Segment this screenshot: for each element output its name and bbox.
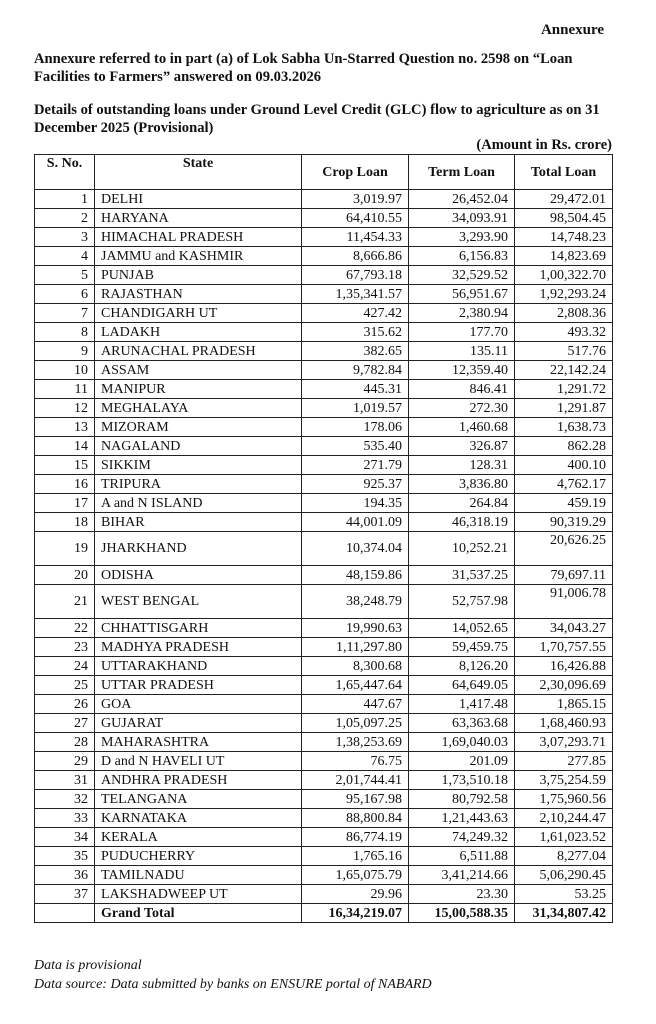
row-crop-loan: 3,019.97 bbox=[302, 190, 409, 209]
table-header bbox=[35, 155, 613, 190]
row-term-loan: 80,792.58 bbox=[409, 790, 515, 809]
row-state: ODISHA bbox=[95, 566, 302, 585]
table-row bbox=[35, 771, 613, 790]
table-row bbox=[35, 418, 613, 437]
row-crop-loan: 48,159.86 bbox=[302, 566, 409, 585]
row-term-loan: 56,951.67 bbox=[409, 285, 515, 304]
row-term-loan: 326.87 bbox=[409, 437, 515, 456]
row-total-loan: 3,75,254.59 bbox=[515, 771, 613, 790]
table-row bbox=[35, 209, 613, 228]
row-total-loan: 1,00,322.70 bbox=[515, 266, 613, 285]
row-state: CHHATTISGARH bbox=[95, 619, 302, 638]
row-term-loan: 10,252.21 bbox=[409, 532, 515, 566]
row-state: ASSAM bbox=[95, 361, 302, 380]
row-state: HIMACHAL PRADESH bbox=[95, 228, 302, 247]
table-row bbox=[35, 190, 613, 209]
table-row bbox=[35, 456, 613, 475]
row-state: SIKKIM bbox=[95, 456, 302, 475]
row-sno: 26 bbox=[35, 695, 95, 714]
row-total-loan: 8,277.04 bbox=[515, 847, 613, 866]
row-sno: 8 bbox=[35, 323, 95, 342]
row-crop-loan: 64,410.55 bbox=[302, 209, 409, 228]
row-sno: 11 bbox=[35, 380, 95, 399]
row-term-loan: 52,757.98 bbox=[409, 585, 515, 619]
row-crop-loan: 19,990.63 bbox=[302, 619, 409, 638]
row-total-loan: 22,142.24 bbox=[515, 361, 613, 380]
row-state: KERALA bbox=[95, 828, 302, 847]
row-total-loan: 1,865.15 bbox=[515, 695, 613, 714]
row-crop-loan: 535.40 bbox=[302, 437, 409, 456]
table-row bbox=[35, 304, 613, 323]
row-term-loan: 201.09 bbox=[409, 752, 515, 771]
row-crop-loan: 38,248.79 bbox=[302, 585, 409, 619]
row-crop-loan: 11,454.33 bbox=[302, 228, 409, 247]
row-total-loan: 91,006.78 bbox=[515, 585, 613, 619]
table-row bbox=[35, 494, 613, 513]
row-state: TRIPURA bbox=[95, 475, 302, 494]
row-total-loan: 1,291.72 bbox=[515, 380, 613, 399]
row-sno: 10 bbox=[35, 361, 95, 380]
row-crop-loan: 76.75 bbox=[302, 752, 409, 771]
table-row bbox=[35, 285, 613, 304]
table-row bbox=[35, 323, 613, 342]
row-total-loan: 20,626.25 bbox=[515, 532, 613, 566]
row-sno: 31 bbox=[35, 771, 95, 790]
row-state: A and N ISLAND bbox=[95, 494, 302, 513]
table-row bbox=[35, 475, 613, 494]
row-crop-loan: 382.65 bbox=[302, 342, 409, 361]
row-sno: 35 bbox=[35, 847, 95, 866]
row-sno: 22 bbox=[35, 619, 95, 638]
row-total-loan: 2,808.36 bbox=[515, 304, 613, 323]
header-total-loan: Total Loan bbox=[515, 155, 613, 190]
table-row bbox=[35, 437, 613, 456]
table-row bbox=[35, 657, 613, 676]
row-crop-loan: 44,001.09 bbox=[302, 513, 409, 532]
annexure-label: Annexure bbox=[540, 22, 604, 38]
row-state: PUDUCHERRY bbox=[95, 847, 302, 866]
row-total-loan: 277.85 bbox=[515, 752, 613, 771]
row-crop-loan: 925.37 bbox=[302, 475, 409, 494]
row-state: JAMMU and KASHMIR bbox=[95, 247, 302, 266]
row-term-loan: 846.41 bbox=[409, 380, 515, 399]
row-crop-loan: 9,782.84 bbox=[302, 361, 409, 380]
row-term-loan: 59,459.75 bbox=[409, 638, 515, 657]
table-row bbox=[35, 619, 613, 638]
row-total-loan: 1,61,023.52 bbox=[515, 828, 613, 847]
row-sno: 29 bbox=[35, 752, 95, 771]
row-term-loan: 1,21,443.63 bbox=[409, 809, 515, 828]
row-total-loan: 4,762.17 bbox=[515, 475, 613, 494]
row-term-loan: 23.30 bbox=[409, 885, 515, 904]
loans-table bbox=[34, 154, 613, 923]
row-sno: 34 bbox=[35, 828, 95, 847]
row-crop-loan: 1,05,097.25 bbox=[302, 714, 409, 733]
table-row bbox=[35, 752, 613, 771]
row-total-loan: 400.10 bbox=[515, 456, 613, 475]
row-crop-loan: 1,765.16 bbox=[302, 847, 409, 866]
row-sno: 13 bbox=[35, 418, 95, 437]
row-total-loan: 1,92,293.24 bbox=[515, 285, 613, 304]
row-term-loan: 128.31 bbox=[409, 456, 515, 475]
table-row bbox=[35, 266, 613, 285]
row-total-loan: 14,748.23 bbox=[515, 228, 613, 247]
header-state: State bbox=[95, 155, 302, 190]
row-total-loan: 3,07,293.71 bbox=[515, 733, 613, 752]
grand-total-crop: 16,34,219.07 bbox=[302, 904, 409, 923]
row-term-loan: 272.30 bbox=[409, 399, 515, 418]
row-total-loan: 1,68,460.93 bbox=[515, 714, 613, 733]
row-state: WEST BENGAL bbox=[95, 585, 302, 619]
row-sno: 18 bbox=[35, 513, 95, 532]
row-total-loan: 459.19 bbox=[515, 494, 613, 513]
row-sno: 6 bbox=[35, 285, 95, 304]
row-state: RAJASTHAN bbox=[95, 285, 302, 304]
header-crop-loan: Crop Loan bbox=[302, 155, 409, 190]
row-term-loan: 1,69,040.03 bbox=[409, 733, 515, 752]
row-sno: 12 bbox=[35, 399, 95, 418]
row-total-loan: 79,697.11 bbox=[515, 566, 613, 585]
row-crop-loan: 1,65,447.64 bbox=[302, 676, 409, 695]
row-sno: 5 bbox=[35, 266, 95, 285]
row-state: HARYANA bbox=[95, 209, 302, 228]
row-term-loan: 64,649.05 bbox=[409, 676, 515, 695]
row-total-loan: 34,043.27 bbox=[515, 619, 613, 638]
row-crop-loan: 1,38,253.69 bbox=[302, 733, 409, 752]
row-term-loan: 74,249.32 bbox=[409, 828, 515, 847]
table-row bbox=[35, 399, 613, 418]
row-sno: 3 bbox=[35, 228, 95, 247]
row-term-loan: 32,529.52 bbox=[409, 266, 515, 285]
row-total-loan: 517.76 bbox=[515, 342, 613, 361]
row-crop-loan: 447.67 bbox=[302, 695, 409, 714]
row-term-loan: 12,359.40 bbox=[409, 361, 515, 380]
row-sno: 25 bbox=[35, 676, 95, 695]
amount-unit-note: (Amount in Rs. crore) bbox=[476, 137, 612, 153]
row-state: PUNJAB bbox=[95, 266, 302, 285]
table-row bbox=[35, 885, 613, 904]
table-row bbox=[35, 585, 613, 619]
row-state: DELHI bbox=[95, 190, 302, 209]
header-sno: S. No. bbox=[35, 155, 95, 190]
row-state: TELANGANA bbox=[95, 790, 302, 809]
row-sno: 36 bbox=[35, 866, 95, 885]
row-crop-loan: 445.31 bbox=[302, 380, 409, 399]
row-crop-loan: 8,666.86 bbox=[302, 247, 409, 266]
row-state: UTTARAKHAND bbox=[95, 657, 302, 676]
row-crop-loan: 95,167.98 bbox=[302, 790, 409, 809]
row-term-loan: 3,41,214.66 bbox=[409, 866, 515, 885]
footnote-provisional: Data is provisional bbox=[34, 958, 142, 973]
footnote-data-source: Data source: Data submitted by banks on ENSURE portal of NABARD bbox=[34, 977, 432, 992]
row-sno: 23 bbox=[35, 638, 95, 657]
row-crop-loan: 10,374.04 bbox=[302, 532, 409, 566]
row-term-loan: 264.84 bbox=[409, 494, 515, 513]
row-sno: 27 bbox=[35, 714, 95, 733]
row-sno: 20 bbox=[35, 566, 95, 585]
table-row bbox=[35, 809, 613, 828]
row-total-loan: 98,504.45 bbox=[515, 209, 613, 228]
row-state: CHANDIGARH UT bbox=[95, 304, 302, 323]
header-row bbox=[35, 155, 613, 190]
row-sno: 2 bbox=[35, 209, 95, 228]
row-state: MADHYA PRADESH bbox=[95, 638, 302, 657]
row-term-loan: 177.70 bbox=[409, 323, 515, 342]
row-total-loan: 90,319.29 bbox=[515, 513, 613, 532]
row-crop-loan: 1,35,341.57 bbox=[302, 285, 409, 304]
row-sno: 21 bbox=[35, 585, 95, 619]
row-sno: 19 bbox=[35, 532, 95, 566]
row-state: MAHARASHTRA bbox=[95, 733, 302, 752]
row-crop-loan: 88,800.84 bbox=[302, 809, 409, 828]
grand-total-label: Grand Total bbox=[95, 904, 302, 923]
table-row bbox=[35, 566, 613, 585]
table-row bbox=[35, 638, 613, 657]
grand-total-row bbox=[35, 904, 613, 923]
row-total-loan: 2,30,096.69 bbox=[515, 676, 613, 695]
table-row bbox=[35, 228, 613, 247]
row-term-loan: 1,73,510.18 bbox=[409, 771, 515, 790]
table-subheading: Details of outstanding loans under Ground Level Credit (GLC) flow to agriculture as on 31 December 2025 (Provisional) bbox=[34, 102, 600, 136]
row-crop-loan: 8,300.68 bbox=[302, 657, 409, 676]
table-row bbox=[35, 733, 613, 752]
row-term-loan: 1,460.68 bbox=[409, 418, 515, 437]
row-crop-loan: 178.06 bbox=[302, 418, 409, 437]
row-crop-loan: 315.62 bbox=[302, 323, 409, 342]
row-term-loan: 3,836.80 bbox=[409, 475, 515, 494]
row-total-loan: 2,10,244.47 bbox=[515, 809, 613, 828]
row-state: D and N HAVELI UT bbox=[95, 752, 302, 771]
row-sno: 32 bbox=[35, 790, 95, 809]
row-sno: 14 bbox=[35, 437, 95, 456]
row-state: MEGHALAYA bbox=[95, 399, 302, 418]
row-sno: 7 bbox=[35, 304, 95, 323]
row-total-loan: 1,638.73 bbox=[515, 418, 613, 437]
row-state: NAGALAND bbox=[95, 437, 302, 456]
row-sno: 37 bbox=[35, 885, 95, 904]
row-total-loan: 29,472.01 bbox=[515, 190, 613, 209]
row-state: UTTAR PRADESH bbox=[95, 676, 302, 695]
grand-total-sno bbox=[35, 904, 95, 923]
row-state: ANDHRA PRADESH bbox=[95, 771, 302, 790]
row-crop-loan: 1,11,297.80 bbox=[302, 638, 409, 657]
row-total-loan: 53.25 bbox=[515, 885, 613, 904]
row-sno: 16 bbox=[35, 475, 95, 494]
row-crop-loan: 67,793.18 bbox=[302, 266, 409, 285]
table-row bbox=[35, 847, 613, 866]
row-total-loan: 14,823.69 bbox=[515, 247, 613, 266]
row-state: KARNATAKA bbox=[95, 809, 302, 828]
table-row bbox=[35, 790, 613, 809]
row-sno: 24 bbox=[35, 657, 95, 676]
row-sno: 17 bbox=[35, 494, 95, 513]
row-sno: 33 bbox=[35, 809, 95, 828]
row-total-loan: 5,06,290.45 bbox=[515, 866, 613, 885]
table-row bbox=[35, 380, 613, 399]
row-crop-loan: 29.96 bbox=[302, 885, 409, 904]
row-term-loan: 135.11 bbox=[409, 342, 515, 361]
row-term-loan: 1,417.48 bbox=[409, 695, 515, 714]
row-term-loan: 63,363.68 bbox=[409, 714, 515, 733]
table-row bbox=[35, 714, 613, 733]
row-term-loan: 6,156.83 bbox=[409, 247, 515, 266]
row-term-loan: 8,126.20 bbox=[409, 657, 515, 676]
row-total-loan: 493.32 bbox=[515, 323, 613, 342]
row-crop-loan: 271.79 bbox=[302, 456, 409, 475]
table-row bbox=[35, 247, 613, 266]
row-state: GUJARAT bbox=[95, 714, 302, 733]
row-state: BIHAR bbox=[95, 513, 302, 532]
header-term-loan: Term Loan bbox=[409, 155, 515, 190]
row-crop-loan: 1,65,075.79 bbox=[302, 866, 409, 885]
row-state: ARUNACHAL PRADESH bbox=[95, 342, 302, 361]
row-crop-loan: 194.35 bbox=[302, 494, 409, 513]
row-sno: 1 bbox=[35, 190, 95, 209]
row-term-loan: 6,511.88 bbox=[409, 847, 515, 866]
table-row bbox=[35, 676, 613, 695]
row-total-loan: 1,75,960.56 bbox=[515, 790, 613, 809]
row-term-loan: 26,452.04 bbox=[409, 190, 515, 209]
table-row bbox=[35, 513, 613, 532]
row-total-loan: 16,426.88 bbox=[515, 657, 613, 676]
table-row bbox=[35, 532, 613, 566]
row-state: GOA bbox=[95, 695, 302, 714]
row-state: LADAKH bbox=[95, 323, 302, 342]
table-row bbox=[35, 342, 613, 361]
row-sno: 15 bbox=[35, 456, 95, 475]
row-term-loan: 3,293.90 bbox=[409, 228, 515, 247]
row-term-loan: 31,537.25 bbox=[409, 566, 515, 585]
row-term-loan: 2,380.94 bbox=[409, 304, 515, 323]
row-sno: 9 bbox=[35, 342, 95, 361]
row-total-loan: 1,70,757.55 bbox=[515, 638, 613, 657]
row-total-loan: 862.28 bbox=[515, 437, 613, 456]
row-term-loan: 34,093.91 bbox=[409, 209, 515, 228]
table-row bbox=[35, 695, 613, 714]
row-term-loan: 46,318.19 bbox=[409, 513, 515, 532]
row-state: LAKSHADWEEP UT bbox=[95, 885, 302, 904]
row-crop-loan: 427.42 bbox=[302, 304, 409, 323]
row-term-loan: 14,052.65 bbox=[409, 619, 515, 638]
row-total-loan: 1,291.87 bbox=[515, 399, 613, 418]
row-state: MIZORAM bbox=[95, 418, 302, 437]
row-crop-loan: 1,019.57 bbox=[302, 399, 409, 418]
row-sno: 4 bbox=[35, 247, 95, 266]
row-crop-loan: 2,01,744.41 bbox=[302, 771, 409, 790]
row-crop-loan: 86,774.19 bbox=[302, 828, 409, 847]
row-state: MANIPUR bbox=[95, 380, 302, 399]
table-row bbox=[35, 828, 613, 847]
grand-total-total: 31,34,807.42 bbox=[515, 904, 613, 923]
table-row bbox=[35, 361, 613, 380]
row-sno: 28 bbox=[35, 733, 95, 752]
row-state: TAMILNADU bbox=[95, 866, 302, 885]
table-body bbox=[35, 190, 613, 904]
grand-total-term: 15,00,588.35 bbox=[409, 904, 515, 923]
row-state: JHARKHAND bbox=[95, 532, 302, 566]
document-heading: Annexure referred to in part (a) of Lok Sabha Un-Starred Question no. 2598 on “Loan Facilities to Farmers” answered on 09.03.2026 bbox=[34, 51, 573, 85]
table-footer bbox=[35, 904, 613, 923]
table-row bbox=[35, 866, 613, 885]
